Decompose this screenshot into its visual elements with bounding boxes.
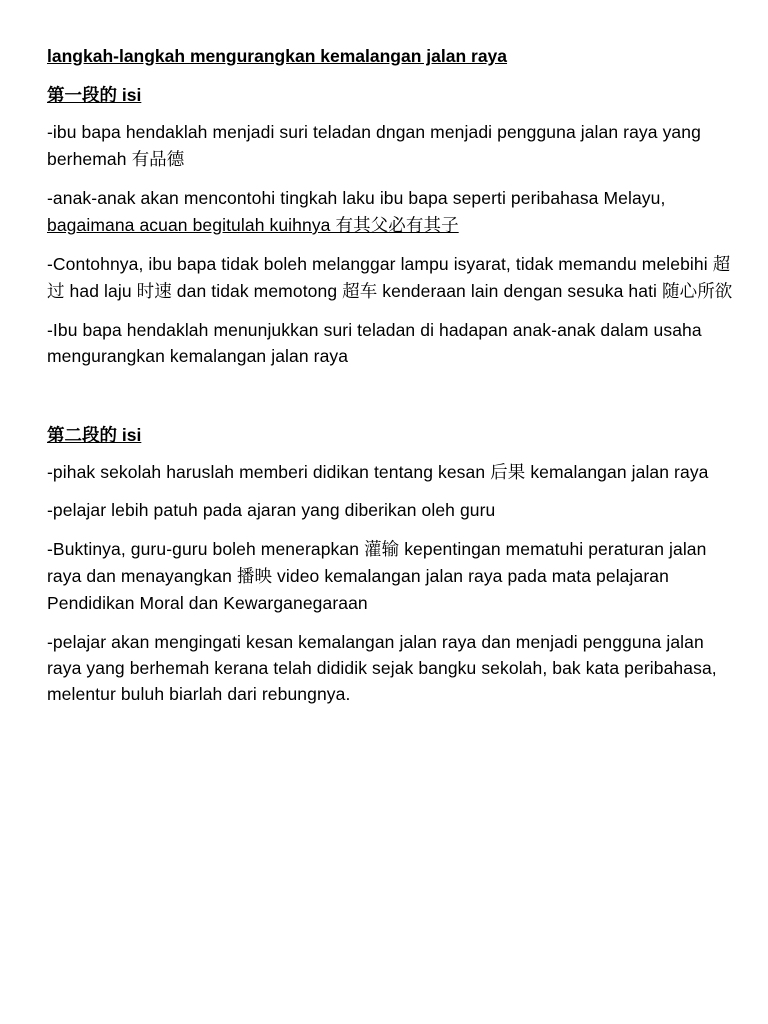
section-1-point-2 [47,185,737,239]
section-1-heading: 第一段的 isi [47,85,142,105]
section-2 [47,423,737,707]
section-gap [47,381,737,423]
peribahasa-underlined: bagaimana acuan begitulah kuihnya 有其父必有其子 [47,215,459,235]
section-2-point-2: -pelajar lebih patuh pada ajaran yang diberikan oleh guru [47,500,496,520]
document-page [47,44,737,719]
section-2-point-1: -pihak sekolah haruslah memberi didikan tentang kesan 后果 kemalangan jalan raya [47,462,709,482]
section-2-point-3: -Buktinya, guru-guru boleh menerapkan 灌输 kepentingan mematuhi peraturan jalan raya dan menayangkan 播映 video kemalangan jalan raya pada mata pelajaran Pendidikan Moral dan Kewarganegaraan [47,539,707,613]
section-1-point-4: -Ibu bapa hendaklah menunjukkan suri teladan di hadapan anak-anak dalam usaha mengurangkan kemalangan jalan raya [47,320,702,366]
section-1-point-1: -ibu bapa hendaklah menjadi suri teladan dngan menjadi pengguna jalan raya yang berhemah 有品德 [47,122,701,169]
document-title: langkah-langkah mengurangkan kemalangan jalan raya [47,46,508,66]
section-1-point-3: -Contohnya, ibu bapa tidak boleh melanggar lampu isyarat, tidak memandu melebihi 超过 had laju 时速 dan tidak memotong 超车 kenderaan lain dengan sesuka hati 随心所欲 [47,254,733,301]
section-1 [47,83,737,369]
section-2-point-4: -pelajar akan mengingati kesan kemalangan jalan raya dan menjadi pengguna jalan raya yang berhemah kerana telah dididik sejak bangku sekolah, bak kata peribahasa, melentur buluh biarlah dari rebungnya. [47,632,717,704]
section-1-point-2-text: -anak-anak akan mencontohi tingkah laku ibu bapa seperti peribahasa Melayu, [47,188,666,208]
section-2-heading: 第二段的 isi [47,425,142,445]
